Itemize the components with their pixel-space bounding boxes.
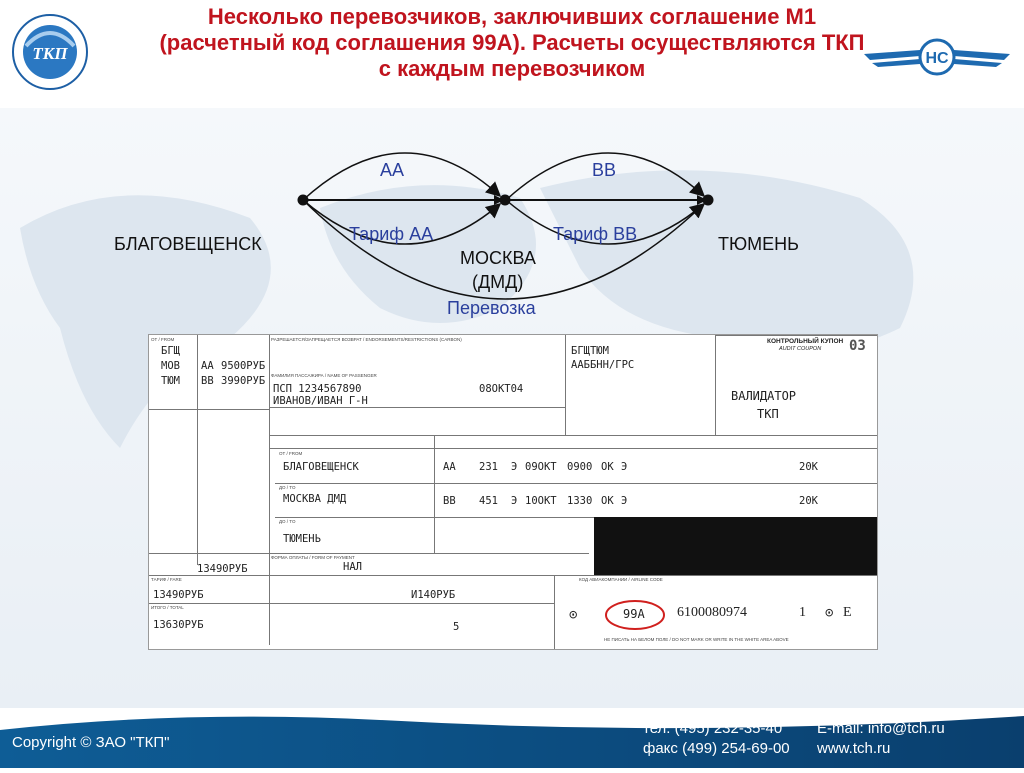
segment-1-date: 09ОКТ — [525, 461, 557, 473]
coupon-title: КОНТРОЛЬНЫЙ КУПОН — [767, 338, 844, 345]
route-tariff-1: 9500РУБ — [221, 360, 266, 372]
segment-2-status: ОК — [601, 495, 614, 507]
ticket-image — [148, 334, 878, 650]
email-link[interactable]: E-mail: info@tch.ru — [817, 720, 945, 737]
segment-2-time: 1330 — [567, 495, 593, 507]
segment-2-flight: 451 — [479, 495, 498, 507]
header-to: ДО / TO — [279, 485, 296, 490]
segment-1-basis: Э — [621, 461, 628, 473]
header-from-2: ОТ / FROM — [279, 451, 303, 456]
city-mid-code-label: (ДМД) — [472, 272, 524, 292]
phone-text: тел. (495) 232-35-40 — [643, 720, 783, 737]
passport-value: ПСП 1234567890 — [273, 383, 362, 395]
passenger-name: ИВАНОВ/ИВАН Г-Н — [273, 395, 368, 407]
check-digit: 1 — [799, 605, 806, 620]
segment-2-city: МОСКВА ДМД — [283, 493, 347, 505]
coupon-circle-icon: ⊙ — [569, 607, 578, 623]
copyright-text: Copyright © ЗАО "ТКП" — [12, 734, 170, 751]
segment-1-carrier: АА — [443, 461, 456, 473]
route-code-3: ТЮМ — [161, 375, 180, 387]
header-endorsements: РАЗРЕШАЕТСЯ/ЗАПРЕЩАЕТСЯ ВОЗВРАТ / ENDORSEMENTS/RESTRICTIONS (CARBON) — [271, 337, 462, 342]
segment-1-flight: 231 — [479, 461, 498, 473]
total-value: 13630РУБ — [153, 619, 204, 631]
segment-1-status: ОК — [601, 461, 614, 473]
coupon-check-icon: ⊙ — [825, 605, 834, 621]
origin-destination: БГЩТЮМ — [571, 345, 609, 357]
coupon-mark: Е — [843, 605, 852, 620]
title-line-3: с каждым перевозчиком — [378, 56, 646, 81]
segment-2-class: Э — [511, 495, 518, 507]
node-blagoveshchensk — [298, 195, 309, 206]
segment-1-city: БЛАГОВЕЩЕНСК — [283, 461, 359, 473]
header — [0, 0, 1024, 108]
railway-wings-icon — [862, 36, 1012, 78]
route-code-1: БГЩ — [161, 345, 180, 357]
page-title — [100, 4, 924, 82]
header-airline-code: КОД АВИАКОМПАНИИ / AIRLINE CODE — [579, 577, 663, 582]
title-line-1: Несколько перевозчиков, заключивших соглашение М1 — [207, 4, 817, 29]
ticket-number: 6100080974 — [677, 605, 747, 620]
header-from: ОТ / FROM — [151, 337, 175, 342]
header-payment: ФОРМА ОПЛАТЫ / FORM OF PAYMENT — [271, 555, 355, 560]
node-tyumen — [703, 195, 714, 206]
carrier-aa-label: АА — [380, 160, 405, 180]
header-to-2: ДО / TO — [279, 519, 296, 524]
segment-1-baggage: 20К — [799, 461, 818, 473]
segment-1-time: 0900 — [567, 461, 593, 473]
route-diagram — [0, 108, 1024, 328]
segment-2-date: 10ОКТ — [525, 495, 557, 507]
coupon-subtitle: AUDIT COUPON — [779, 346, 822, 352]
segment-2-carrier: ВВ — [443, 495, 456, 507]
city-from-label: БЛАГОВЕЩЕНСК — [114, 234, 262, 254]
segment-1-class: Э — [511, 461, 518, 473]
agreement-code: 99А — [623, 607, 645, 621]
commission-value: 5 — [453, 621, 460, 633]
payment-value: НАЛ — [343, 561, 362, 573]
carrier-bb-label: ВВ — [592, 160, 617, 180]
route-diagram-graphic — [0, 108, 1024, 328]
issued-by: ААББНН/ГРС — [571, 359, 635, 371]
tax-value: И140РУБ — [411, 589, 456, 601]
header-passenger: ФАМИЛИЯ ПАССАЖИРА / NAME OF PASSENGER — [271, 373, 377, 378]
fare-calc-total: 13490РУБ — [197, 563, 248, 575]
segment-2-basis: Э — [621, 495, 628, 507]
route-carrier-2: ВВ — [201, 375, 214, 387]
segment-2-baggage: 20К — [799, 495, 818, 507]
transport-label: Перевозка — [447, 298, 536, 318]
final-city: ТЮМЕНЬ — [283, 533, 321, 545]
tariff-aa-label: Тариф АА — [349, 224, 434, 244]
city-mid-label: МОСКВА — [460, 248, 536, 268]
node-moscow — [500, 195, 511, 206]
fax-text: факс (499) 254-69-00 — [643, 740, 790, 757]
route-tariff-2: 3990РУБ — [221, 375, 266, 387]
city-to-label: ТЮМЕНЬ — [718, 234, 799, 254]
validator-line-2: ТКП — [757, 407, 779, 421]
title-line-2: (расчетный код соглашения 99А). Расчеты осуществляются ТКП — [159, 30, 865, 55]
route-code-2: МОВ — [161, 360, 180, 372]
fare-value: 13490РУБ — [153, 589, 204, 601]
tkp-logo-text: ТКП — [32, 44, 68, 63]
coupon-number: 03 — [849, 338, 866, 354]
header-do-not-write: НЕ ПИСАТЬ НА БЕЛОМ ПОЛЕ / DO NOT MARK OR WRITE IN THE WHITE AREA ABOVE — [604, 637, 789, 642]
website-link[interactable]: www.tch.ru — [817, 740, 891, 757]
validator-line-1: ВАЛИДАТОР — [731, 389, 797, 403]
header-tariff: ТАРИФ / FARE — [151, 577, 182, 582]
railway-logo-text: НС — [925, 50, 949, 67]
route-carrier-1: АА — [201, 360, 214, 372]
tariff-bb-label: Тариф ВВ — [553, 224, 638, 244]
tkp-logo-icon — [10, 12, 90, 92]
issue-date: 08ОКТ04 — [479, 383, 524, 395]
header-total: ИТОГО / TOTAL — [151, 605, 184, 610]
